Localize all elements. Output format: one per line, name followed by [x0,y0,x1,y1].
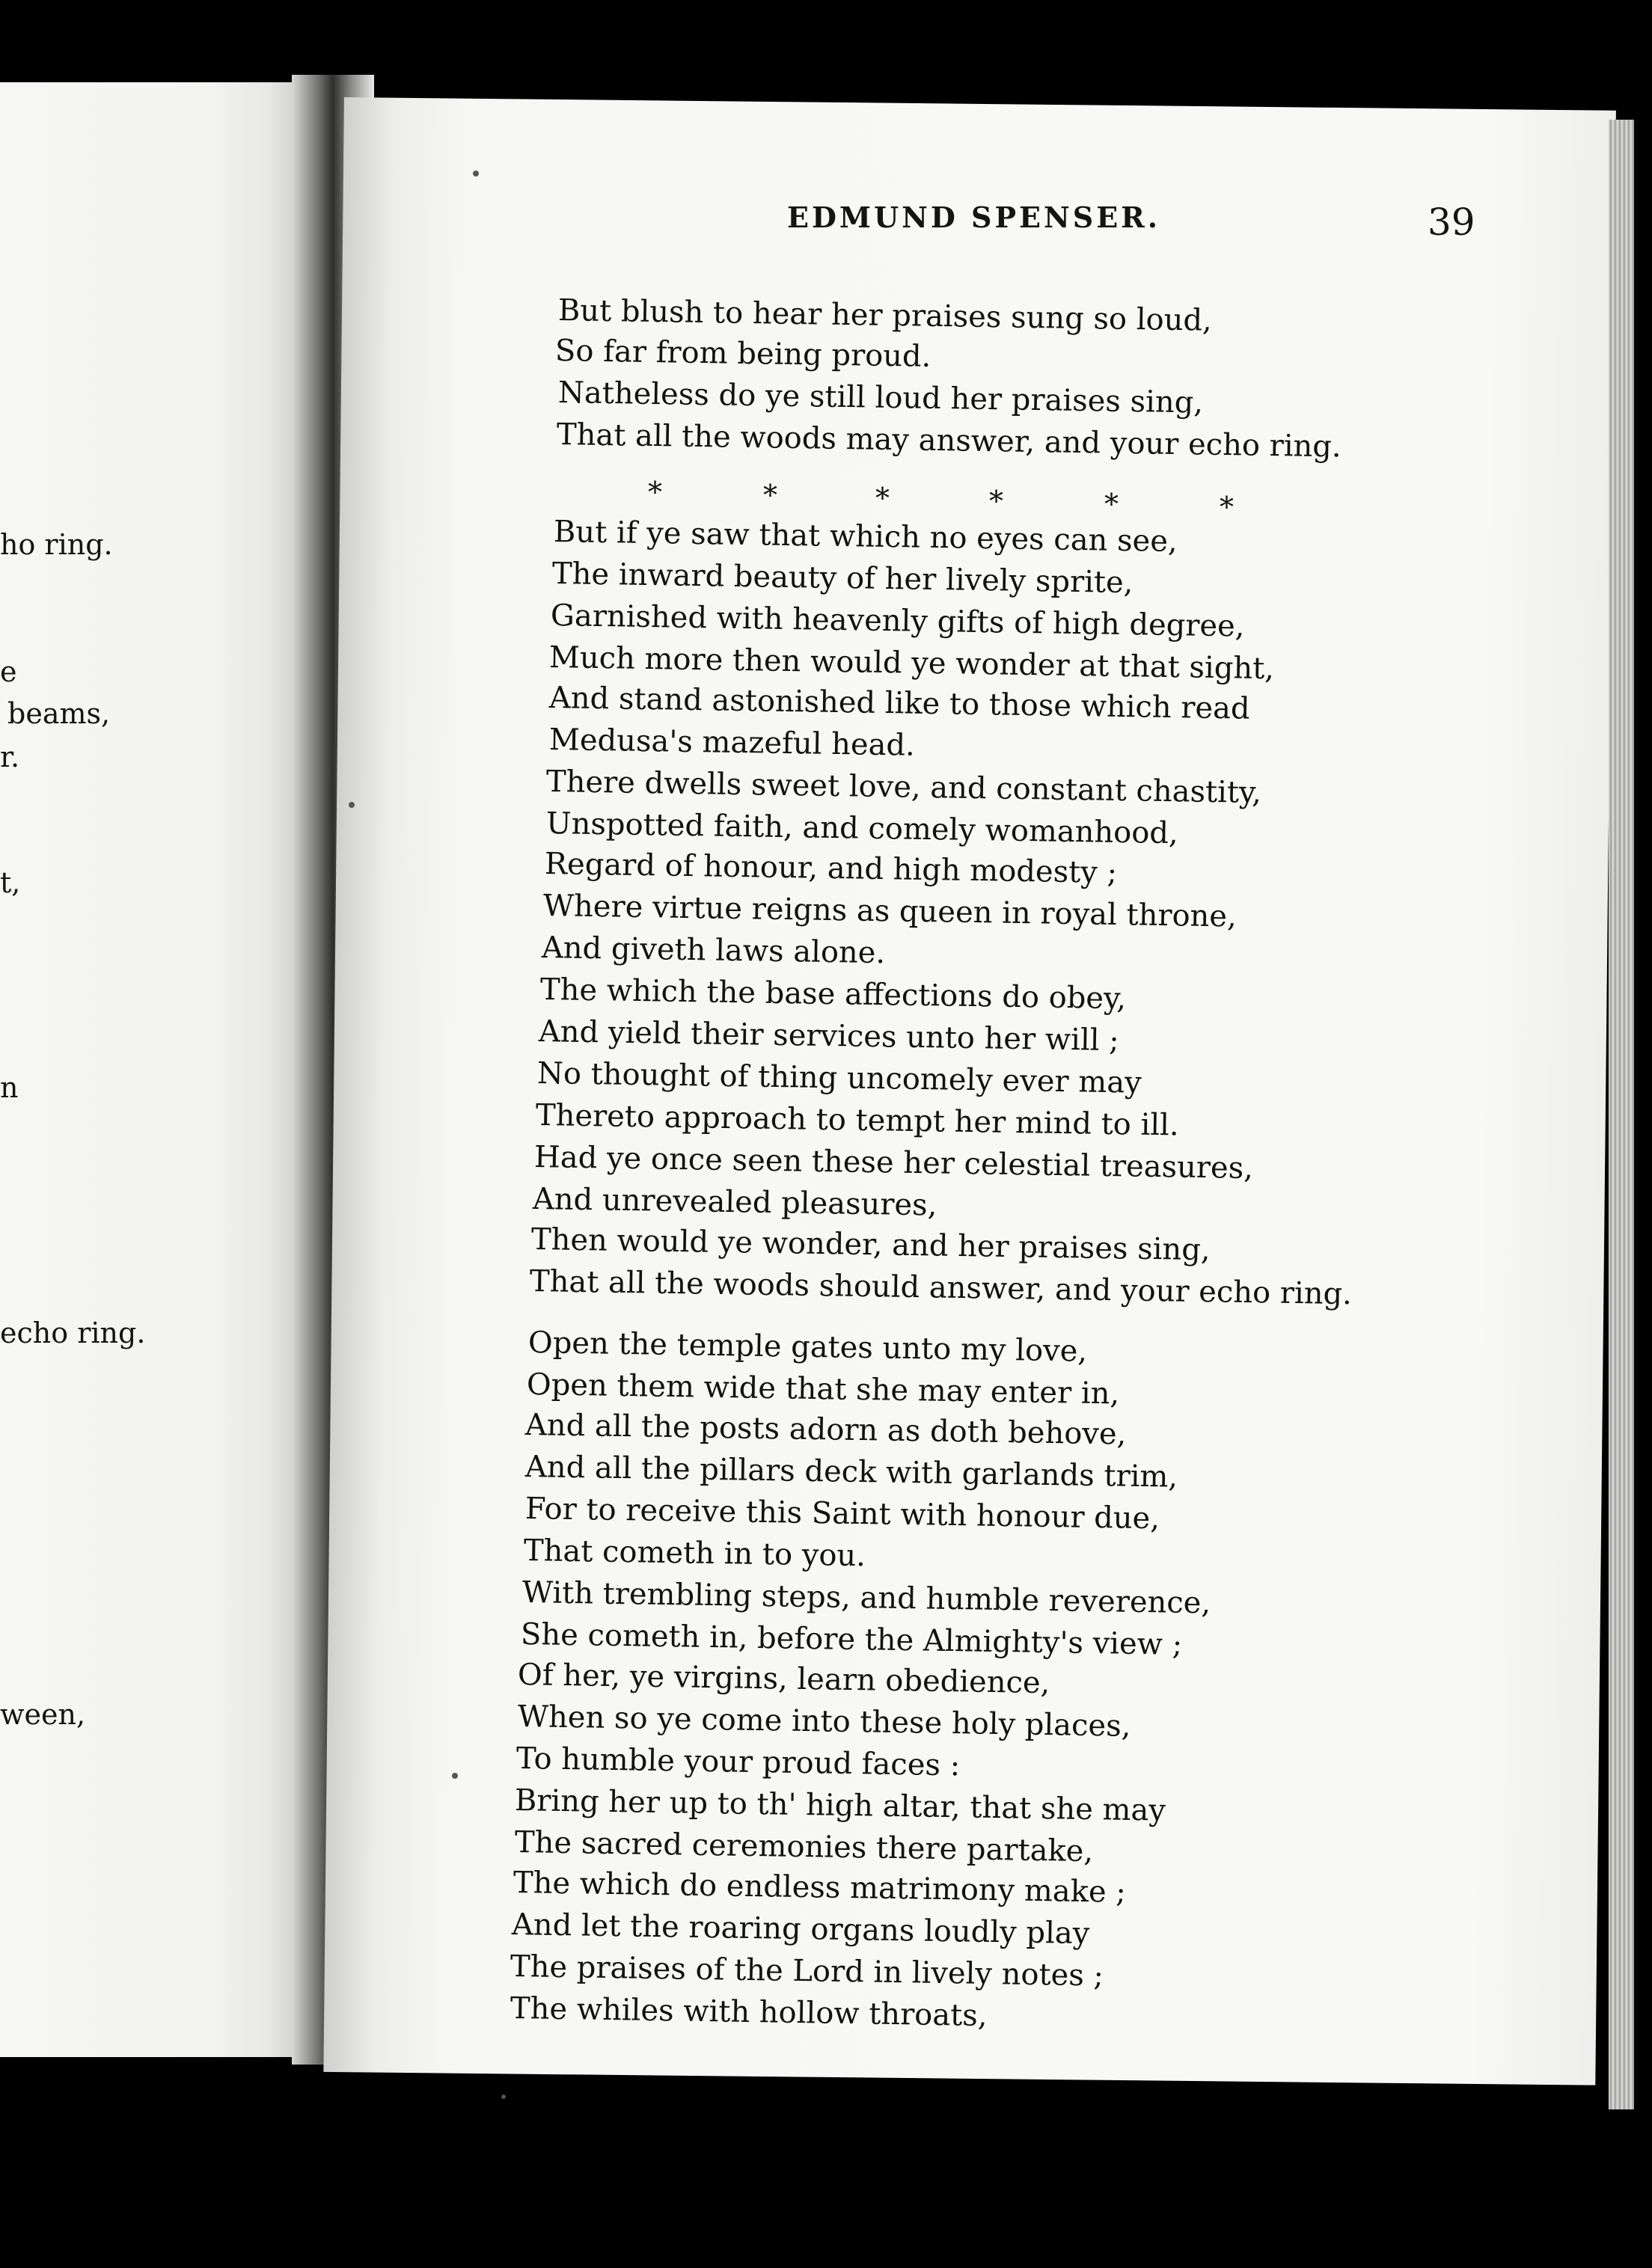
poem-line: And yield their services unto her will ; [538,1014,1120,1058]
speck [349,802,355,808]
poem-line: And all the pillars deck with garlands trim, [524,1450,1178,1495]
left-fragment: n [0,1071,19,1104]
poem-line: The sacred ceremonies there partake, [514,1825,1094,1869]
poem-line: The which do endless matrimony make ; [513,1866,1127,1910]
poem-line: That all the woods may answer, and your echo ring. [556,417,1342,465]
page-number: 39 [1428,200,1475,244]
poem-line: When so ye come into these holy places, [517,1700,1131,1744]
poem-line: Medusa's mazeful head. [548,723,916,763]
poem-line: And all the posts adorn as doth behove, [524,1408,1127,1452]
poem-line: Open them wide that she may enter in, [526,1367,1120,1412]
poem-line: Where virtue reigns as queen in royal throne, [542,889,1238,934]
poem-line: But blush to hear her praises sung so loud, [557,293,1213,338]
asterisk: * [648,476,662,509]
running-head: EDMUND SPENSER. [787,200,1160,234]
poem-line: That cometh in to you. [523,1533,866,1574]
speck [501,2094,506,2099]
asterisk: * [1104,488,1119,521]
poem-line: Bring her up to th' high altar, that she may [514,1783,1166,1828]
left-fragment: echo ring. [0,1317,146,1349]
asterisk: * [875,482,890,515]
poem-line: And stand astonished like to those which read [548,681,1250,726]
poem-line: Natheless do ye still loud her praises sing, [557,376,1204,420]
poem-line: That all the woods should answer, and your echo ring. [529,1264,1353,1312]
poem-line: To humble your proud faces : [516,1741,961,1783]
poem-line: Open the temple gates unto my love, [527,1325,1088,1369]
poem-line: With trembling steps, and humble reverence, [521,1575,1211,1621]
left-fragment: t, [0,866,21,899]
poem-line: So far from being proud. [554,334,931,374]
page-edge [1609,120,1634,2109]
poem-line: The inward beauty of her lively sprite, [551,557,1134,601]
poem-line: And unrevealed pleasures, [532,1182,937,1223]
asterisk: * [1220,491,1234,524]
poem-line: And giveth laws alone. [541,931,886,971]
left-fragment: ween, [0,1698,86,1731]
poem-line: No thought of thing uncomely ever may [536,1056,1142,1100]
poem-line: Unspotted faith, and comely womanhood, [545,806,1179,851]
asterisk: * [989,485,1003,518]
poem-line: She cometh in, before the Almighty's view ; [520,1617,1183,1662]
left-fragment: e [0,655,17,688]
poem-line: The whiles with hollow throats, [510,1991,988,2034]
speck [473,171,479,177]
poem-line: But if ye saw that which no eyes can see, [553,515,1178,560]
speck [452,1773,458,1779]
poem-line: And let the roaring organs loudly play [511,1907,1090,1952]
poem-line: Had ye once seen these her celestial treasures, [533,1140,1254,1186]
asterisk: * [763,479,777,512]
poem-line: Regard of honour, and high modesty ; [544,847,1118,891]
poem-line: The praises of the Lord in lively notes ; [510,1949,1104,1993]
poem-line: Garnished with heavenly gifts of high degree, [550,598,1245,644]
poem-line: There dwells sweet love, and constant chastity, [545,764,1262,811]
poem-line: Much more then would ye wonder at that sight, [548,640,1275,687]
left-fragment: ho ring. [0,528,113,561]
poem-line: Thereto approach to tempt her mind to ill. [535,1098,1180,1143]
left-page [0,82,299,2057]
poem-line: For to receive this Saint with honour due, [524,1492,1160,1536]
left-fragment: beams, [7,697,111,730]
poem-line: Of her, ye virgins, learn obedience, [517,1658,1050,1701]
left-fragment: r. [0,741,20,773]
poem-line: The which the base affections do obey, [539,972,1127,1017]
poem-line: Then would ye wonder, and her praises sing, [530,1222,1211,1268]
